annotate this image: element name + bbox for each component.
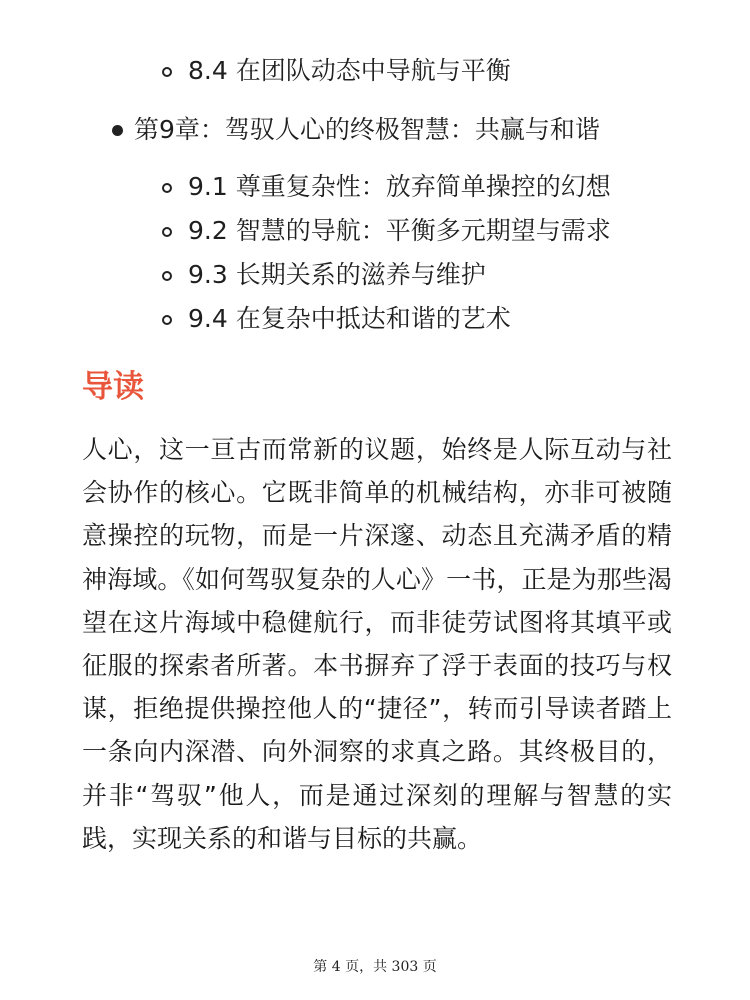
circle-bullet-icon	[162, 67, 172, 77]
toc-item-label: 9.2 智慧的导航：平衡多元期望与需求	[188, 216, 611, 245]
toc-item-8-4[interactable]	[0, 56, 750, 100]
toc-sublist-chapter8	[0, 56, 750, 100]
toc-item-9-1[interactable]	[0, 172, 750, 216]
toc-chapter-label: 第9章：驾驭人心的终极智慧：共赢与和谐	[134, 115, 600, 144]
toc-item-9-4[interactable]	[0, 304, 750, 348]
toc-item-9-2[interactable]	[0, 216, 750, 260]
circle-bullet-icon	[162, 183, 172, 193]
toc-item-label: 9.4 在复杂中抵达和谐的艺术	[188, 304, 511, 333]
toc-item-9-3[interactable]	[0, 260, 750, 304]
section-heading: 导读	[82, 369, 144, 405]
circle-bullet-icon	[162, 227, 172, 237]
toc-sublist-chapter9	[0, 172, 750, 348]
toc-list	[0, 115, 750, 159]
circle-bullet-icon	[162, 271, 172, 281]
section-body-text: 人心，这一亘古而常新的议题，始终是人际互动与社会协作的核心。它既非简单的机械结构，亦非可被随意操控的玩物，而是一片深邃、动态且充满矛盾的精神海域。《如何驾驭复杂的人心》一书，正是为那些渴望在这片海域中稳健航行，而非徒劳试图将其填平或征服的探索者所著。本书摒弃了浮于表面的技巧与权谋，拒绝提供操控他人的“捷径”，转而引导读者踏上一条向内深潜、向外洞察的求真之路。其终极目的，并非“驾驭”他人，而是通过深刻的理解与智慧的实践，实现关系的和谐与目标的共赢。	[82, 435, 672, 853]
disc-bullet-icon	[112, 125, 123, 136]
toc-item-label: 8.4 在团队动态中导航与平衡	[188, 56, 511, 85]
toc-item-label: 9.3 长期关系的滋养与维护	[188, 260, 486, 289]
circle-bullet-icon	[162, 315, 172, 325]
toc-item-label: 9.1 尊重复杂性：放弃简单操控的幻想	[188, 172, 611, 201]
toc-chapter-9[interactable]	[0, 115, 750, 159]
page-number-footer: 第 4 页，共 303 页	[313, 959, 437, 975]
